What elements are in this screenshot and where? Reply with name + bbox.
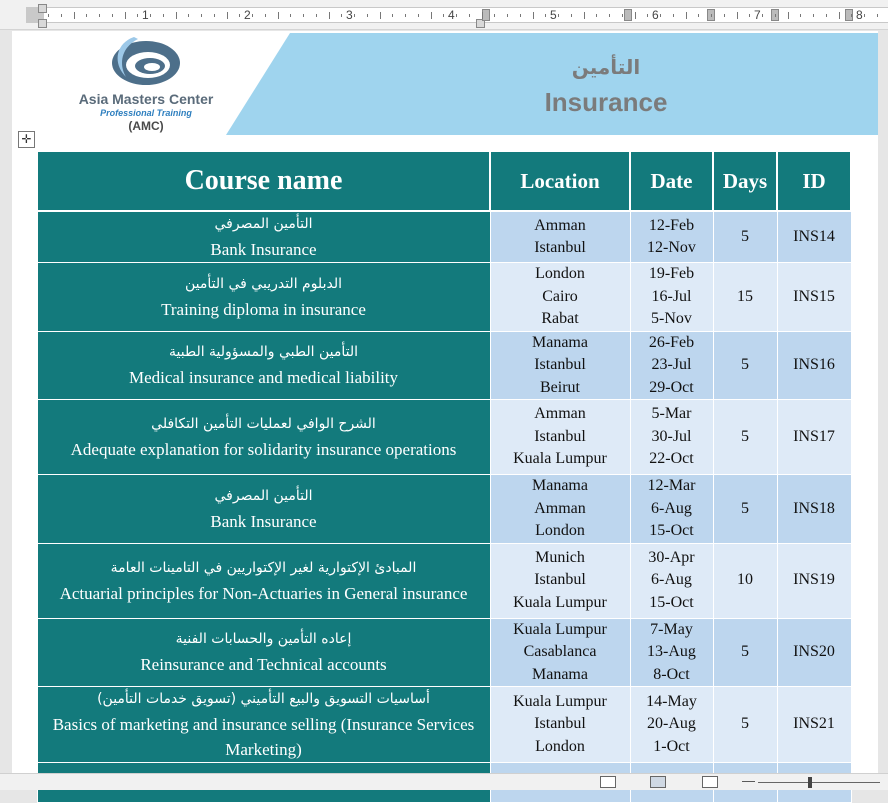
location-cell[interactable] [490, 400, 630, 475]
ruler-tick [61, 14, 62, 17]
status-bar [0, 773, 888, 790]
course-name-english: Basics of marketing and insurance selling (Insurance Services Marketing) [52, 715, 475, 759]
course-id-cell[interactable]: INS17 [777, 400, 851, 475]
table-row [37, 543, 851, 618]
date-value: 13-Aug [647, 643, 696, 660]
ruler-number: 4 [448, 8, 455, 22]
ruler-tick [329, 12, 330, 19]
course-id-cell[interactable]: INS16 [777, 331, 851, 400]
banner-title: Insurance [544, 87, 668, 117]
ruler-tick [596, 14, 597, 17]
table-row [37, 475, 851, 544]
ruler-tick [150, 14, 151, 17]
ruler-tick [788, 12, 789, 19]
ruler-tick [494, 14, 495, 17]
course-name-cell[interactable] [37, 687, 490, 763]
location-value: Amman [534, 216, 586, 234]
column-marker[interactable] [624, 9, 632, 21]
location-value: Casablanca [523, 643, 597, 660]
course-name-english: Bank Insurance [210, 511, 317, 531]
table-row [37, 400, 851, 475]
location-value: Cairo [542, 287, 578, 305]
course-name-cell[interactable] [37, 331, 490, 400]
ruler-tick [112, 14, 113, 17]
print-layout-icon[interactable] [650, 776, 666, 788]
ruler-tick [176, 12, 177, 19]
ruler-tick [239, 14, 240, 17]
ruler-tick [622, 14, 623, 17]
days-cell[interactable]: 5 [713, 331, 777, 400]
course-id-cell[interactable]: INS14 [777, 211, 851, 263]
course-name-arabic: التأمين المصرفي [214, 216, 313, 232]
ruler-tick [290, 14, 291, 17]
date-value: 1-Oct [653, 737, 690, 755]
ruler-tick [431, 12, 432, 19]
ruler-tick [418, 14, 419, 17]
banner-blue-band [226, 33, 878, 135]
date-value: 15-Oct [649, 593, 694, 611]
date-value: 16-Jul [651, 287, 692, 305]
zoom-slider-track[interactable] [758, 782, 880, 783]
location-value: Amman [534, 499, 586, 517]
course-name-arabic: أساسيات التسويق والبيع التأميني (تسويق خدمات التأمين) [97, 691, 430, 707]
ruler-tick [686, 12, 687, 19]
ruler-tick [749, 14, 750, 17]
zoom-out-button[interactable]: — [742, 773, 755, 788]
days-cell[interactable]: 15 [713, 263, 777, 332]
ruler-tick [584, 12, 585, 19]
date-value: 6-Aug [651, 571, 692, 589]
ruler-tick [303, 14, 304, 17]
date-cell[interactable] [630, 687, 713, 763]
date-cell[interactable] [630, 331, 713, 400]
location-value: Rabat [541, 310, 579, 327]
banner-title-arabic: التأمين [571, 55, 641, 79]
date-cell[interactable] [630, 211, 713, 263]
location-value: Manama [532, 333, 588, 351]
ruler-tick [367, 14, 368, 17]
ruler-tick [775, 14, 776, 17]
horizontal-ruler[interactable] [0, 0, 888, 30]
location-cell[interactable] [490, 618, 630, 687]
location-value: Kuala Lumpur [513, 593, 607, 611]
location-value: Istanbul [534, 427, 586, 445]
date-cell[interactable] [630, 475, 713, 544]
ruler-tick [698, 14, 699, 17]
date-value: 14-May [646, 692, 697, 710]
date-value: 5-Nov [651, 310, 692, 327]
zoom-slider-thumb[interactable] [808, 777, 812, 788]
course-name-arabic: الدبلوم التدريبي في التأمين [185, 275, 342, 292]
logo-swirl-icon [104, 33, 188, 93]
ruler-number: 6 [652, 8, 659, 22]
course-name-arabic: إعاده التأمين والحسابات الفنية [175, 631, 352, 648]
hanging-indent-marker[interactable] [38, 19, 47, 28]
date-value: 7-May [650, 620, 693, 638]
ruler-tick [316, 14, 317, 17]
table-row [37, 331, 851, 400]
header-location[interactable]: Location [490, 151, 630, 211]
date-value: 29-Oct [649, 378, 694, 396]
ruler-tick [137, 14, 138, 17]
ruler-tick [125, 12, 126, 19]
table-row [37, 618, 851, 687]
amc-logo [56, 33, 246, 135]
table-row [37, 687, 851, 763]
header-banner [36, 33, 878, 135]
ruler-tick [163, 14, 164, 17]
ruler-tick [482, 12, 483, 19]
days-cell[interactable]: 5 [713, 475, 777, 544]
ruler-tick [877, 14, 878, 17]
course-table [36, 150, 852, 803]
ruler-tick [252, 14, 253, 17]
date-value: 30-Jul [651, 427, 692, 445]
ruler-tick [188, 14, 189, 17]
location-value: Kuala Lumpur [513, 620, 607, 638]
ruler-tick [864, 14, 865, 17]
ruler-tick [839, 12, 840, 19]
logo-name: Asia Masters Center [78, 91, 214, 107]
ruler-tick [341, 14, 342, 17]
course-name-arabic: التأمين الطبي والمسؤولية الطبية [169, 344, 358, 361]
ruler-tick [520, 14, 521, 17]
location-value: London [535, 737, 585, 755]
days-cell[interactable]: 5 [713, 211, 777, 263]
ruler-tick [762, 14, 763, 17]
ruler-tick [380, 12, 381, 19]
location-value: Istanbul [534, 715, 586, 733]
ruler-tick [48, 14, 49, 17]
table-row [37, 263, 851, 332]
ruler-tick [507, 14, 508, 17]
course-name-english: Reinsurance and Technical accounts [140, 655, 387, 675]
course-name-arabic: المبادئ الإكتوارية لغير الإكتواريين في التامينات العامة [110, 559, 417, 576]
ruler-tick [201, 14, 202, 17]
course-id-cell[interactable]: INS21 [777, 687, 851, 763]
logo-subtitle: Professional Training [100, 108, 192, 118]
course-name-cell[interactable] [37, 618, 490, 687]
ruler-tick [86, 14, 87, 17]
column-marker[interactable] [482, 9, 490, 21]
course-id-cell[interactable]: INS15 [777, 263, 851, 332]
days-cell[interactable]: 5 [713, 687, 777, 763]
logo-abbreviation: (AMC) [128, 119, 164, 133]
web-layout-icon[interactable] [702, 776, 718, 788]
location-value: Istanbul [534, 239, 586, 256]
ruler-tick [673, 14, 674, 17]
course-id-cell[interactable]: INS20 [777, 618, 851, 687]
date-value: 20-Aug [647, 715, 696, 733]
location-value: Istanbul [534, 571, 586, 589]
first-line-indent-marker[interactable] [38, 4, 47, 13]
course-name-cell[interactable] [37, 263, 490, 332]
ruler-tick [443, 14, 444, 17]
ruler-number: 1 [142, 8, 149, 22]
ruler-tick [278, 12, 279, 19]
course-name-english: Actuarial principles for Non-Actuaries in General insurance [59, 583, 468, 603]
header-course-name[interactable]: Course name [37, 151, 490, 211]
date-cell[interactable] [630, 618, 713, 687]
course-name-cell[interactable] [37, 211, 490, 263]
document-page[interactable] [12, 31, 878, 773]
ruler-tick [558, 14, 559, 17]
date-cell[interactable] [630, 543, 713, 618]
location-value: Kuala Lumpur [513, 450, 607, 468]
location-cell[interactable] [490, 543, 630, 618]
ruler-number: 7 [754, 8, 761, 22]
ruler-number: 3 [346, 8, 353, 22]
ruler-tick [456, 14, 457, 17]
days-cell[interactable]: 5 [713, 400, 777, 475]
date-value: 26-Feb [648, 333, 695, 351]
ruler-tick [609, 14, 610, 17]
course-name-arabic: الشرح الوافي لعمليات التأمين التكافلي [151, 416, 376, 432]
location-value: Amman [534, 405, 586, 423]
days-cell[interactable]: 5 [713, 618, 777, 687]
location-cell[interactable] [490, 687, 630, 763]
date-value: 12-Feb [648, 216, 695, 234]
date-value: 22-Oct [649, 450, 694, 468]
ruler-tick [724, 14, 725, 17]
ruler-tick [813, 14, 814, 17]
course-name-english: Medical insurance and medical liability [128, 368, 399, 388]
ruler-tick [469, 14, 470, 17]
course-name-cell[interactable] [37, 475, 490, 544]
ruler-tick [826, 14, 827, 17]
date-value: 8-Oct [653, 665, 690, 683]
ruler-tick [392, 14, 393, 17]
date-value: 12-Nov [647, 239, 696, 256]
ruler-tick [737, 12, 738, 19]
date-value: 5-Mar [651, 405, 692, 423]
course-name-cell[interactable] [37, 543, 490, 618]
ruler-tick [354, 14, 355, 17]
ruler-tick [647, 14, 648, 17]
table-move-handle-icon[interactable]: ✛ [18, 131, 35, 148]
course-name-cell[interactable] [37, 400, 490, 475]
ruler-tick [214, 14, 215, 17]
ruler-tick [545, 14, 546, 17]
header-date[interactable]: Date [630, 151, 713, 211]
location-value: Munich [535, 548, 585, 566]
date-cell[interactable] [630, 400, 713, 475]
location-value: Manama [532, 477, 588, 494]
location-value: Manama [532, 665, 588, 683]
date-value: 23-Jul [651, 356, 692, 373]
header-days[interactable]: Days [713, 151, 777, 211]
course-name-english: Adequate explanation for solidarity insurance operations [70, 440, 457, 459]
header-id[interactable]: ID [777, 151, 851, 211]
date-value: 19-Feb [648, 265, 695, 282]
location-value: Istanbul [534, 356, 586, 373]
course-id-cell[interactable]: INS18 [777, 475, 851, 544]
location-value: London [535, 522, 585, 539]
location-cell[interactable] [490, 475, 630, 544]
location-cell[interactable] [490, 331, 630, 400]
location-value: Kuala Lumpur [513, 692, 607, 710]
ruler-tick [405, 14, 406, 17]
ruler-tick [711, 14, 712, 17]
ruler-tick [635, 12, 636, 19]
days-cell[interactable]: 10 [713, 543, 777, 618]
ruler-tick [99, 14, 100, 17]
ruler-tick [265, 14, 266, 17]
read-mode-icon[interactable] [600, 776, 616, 788]
ruler-tick [533, 12, 534, 19]
location-cell[interactable] [490, 211, 630, 263]
date-cell[interactable] [630, 263, 713, 332]
date-value: 12-Mar [647, 477, 696, 494]
course-name-arabic: التأمين المصرفي [214, 487, 313, 504]
table-row [37, 211, 851, 263]
date-value: 6-Aug [651, 499, 692, 517]
course-name-english: Training diploma in insurance [161, 299, 366, 319]
location-value: London [535, 265, 585, 282]
ruler-tick [74, 12, 75, 19]
location-value: Beirut [540, 378, 580, 396]
ruler-tick [571, 14, 572, 17]
location-cell[interactable] [490, 263, 630, 332]
course-name-english: Bank Insurance [210, 240, 317, 259]
date-value: 30-Apr [648, 548, 695, 566]
table-header-row [37, 151, 851, 211]
date-value: 15-Oct [649, 522, 694, 539]
ruler-tick [800, 14, 801, 17]
ruler-number: 5 [550, 8, 557, 22]
ruler-tick [227, 12, 228, 19]
ruler-tick [660, 14, 661, 17]
ruler-number: 2 [244, 8, 251, 22]
ruler-tick [851, 14, 852, 17]
ruler-number: 8 [856, 8, 863, 22]
course-id-cell[interactable]: INS19 [777, 543, 851, 618]
